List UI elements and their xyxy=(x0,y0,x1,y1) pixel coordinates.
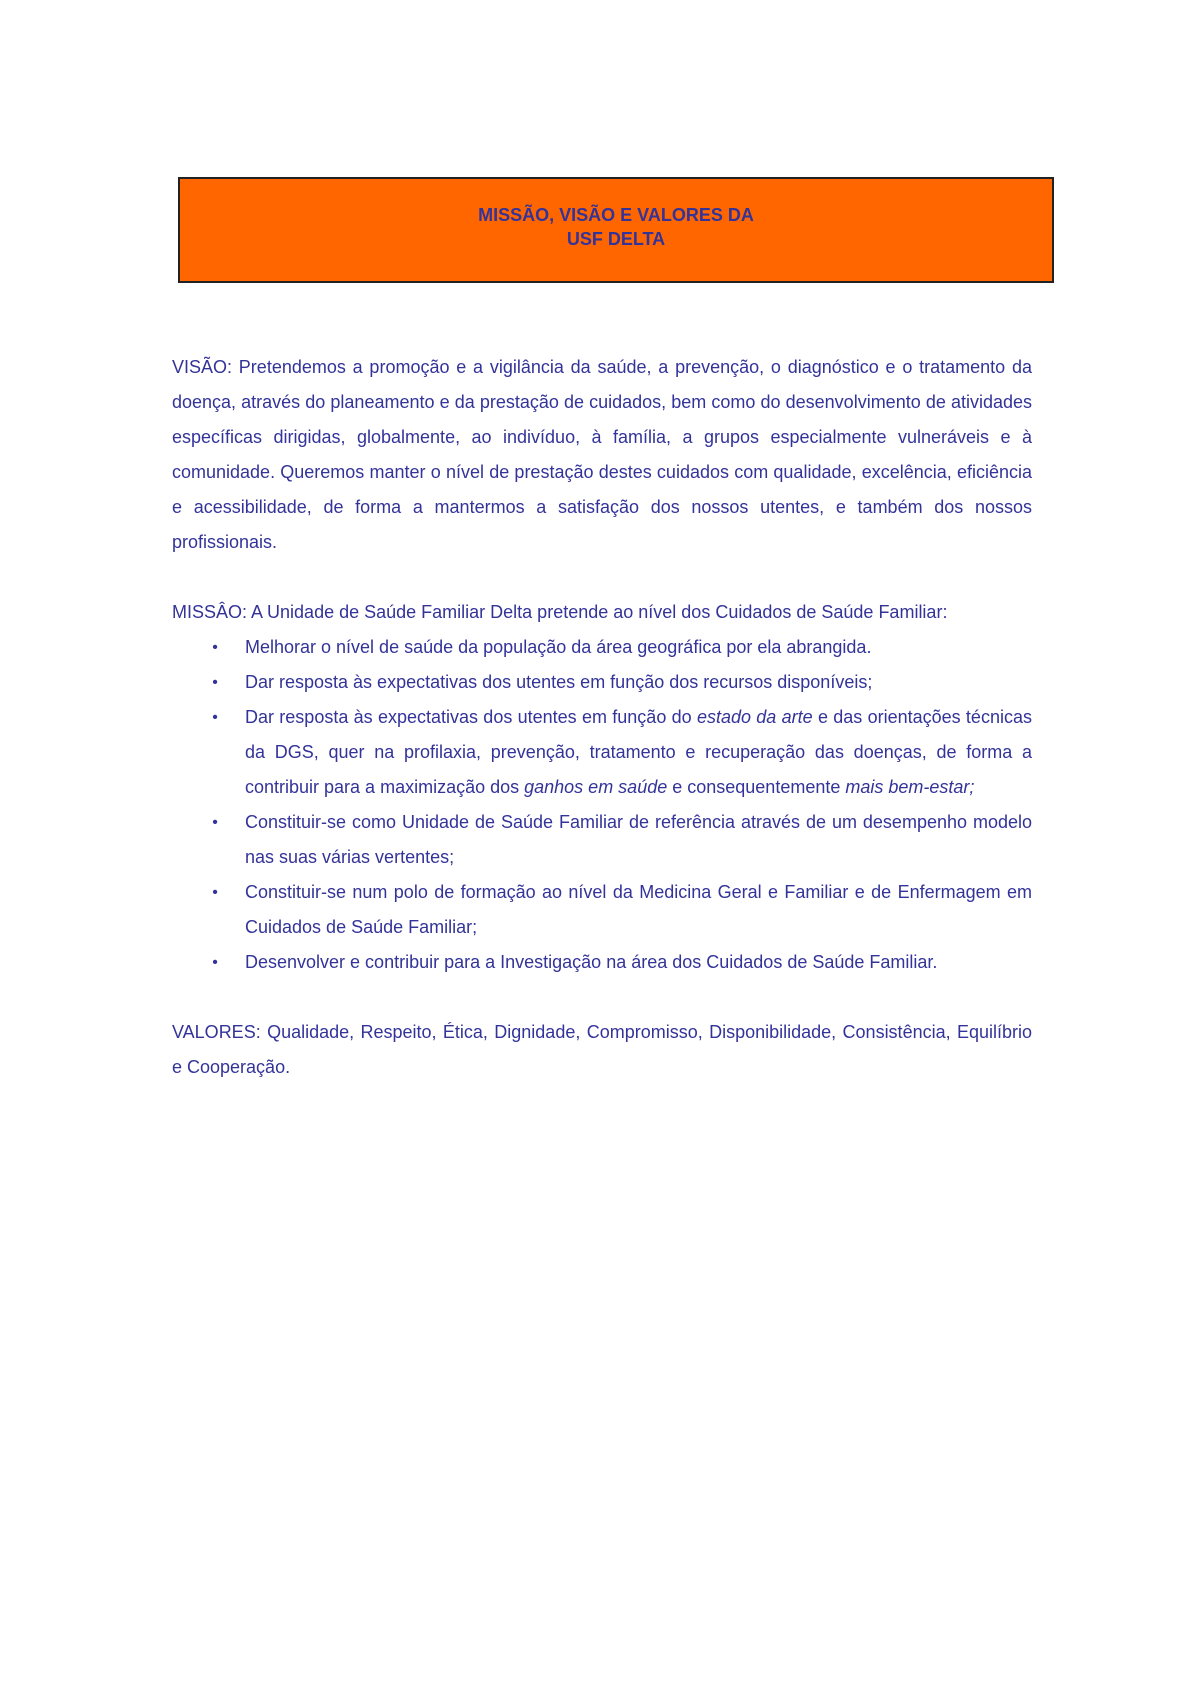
list-item-text: Melhorar o nível de saúde da população da área geográfica por ela abrangida. xyxy=(245,637,872,657)
list-item-text: Desenvolver e contribuir para a Investigação na área dos Cuidados de Saúde Familiar. xyxy=(245,952,938,972)
list-item xyxy=(172,875,1032,945)
title-line-1: MISSÃO, VISÃO E VALORES DA xyxy=(478,205,754,225)
list-item-text: Dar resposta às expectativas dos utentes em função dos recursos disponíveis; xyxy=(245,672,873,692)
bullet-icon: • xyxy=(212,814,218,831)
bullet-icon: • xyxy=(212,884,218,901)
paragraph-spacer xyxy=(172,560,1032,595)
list-item-text: Constituir-se num polo de formação ao nível da Medicina Geral e Familiar e de Enfermagem em Cuidados de Saúde Familiar; xyxy=(245,882,1032,937)
list-item xyxy=(172,665,1032,700)
list-item xyxy=(172,700,1032,805)
document-body xyxy=(172,350,1032,1085)
list-item xyxy=(172,945,1032,980)
visao-paragraph: VISÃO: Pretendemos a promoção e a vigilância da saúde, a prevenção, o diagnóstico e o tratamento da doença, através do planeamento e da prestação de cuidados, bem como do desenvolvimento de atividades específicas dirigidas, globalmente, ao indivíduo, à família, a grupos especialmente vulneráveis e à comunidade. Queremos manter o nível de prestação destes cuidados com qualidade, excelência, eficiência e acessibilidade, de forma a mantermos a satisfação dos nossos utentes, e também dos nossos profissionais. xyxy=(172,357,1032,552)
bullet-icon: • xyxy=(212,639,218,656)
bullet-icon: • xyxy=(212,709,218,726)
list-item-text: Constituir-se como Unidade de Saúde Familiar de referência através de um desempenho modelo nas suas várias vertentes; xyxy=(245,812,1032,867)
paragraph-spacer xyxy=(172,980,1032,1015)
title-box xyxy=(178,177,1054,283)
missao-list xyxy=(172,630,1032,980)
list-item-text-part: e das orientações técnicas da DGS, quer na profilaxia, prevenção, tratamento e recuperação das doenças, de forma a contribuir para a maximização dos xyxy=(245,707,1032,797)
list-item xyxy=(172,805,1032,875)
bullet-icon: • xyxy=(212,674,218,691)
list-item xyxy=(172,630,1032,665)
italic-term: ganhos em saúde xyxy=(524,777,668,797)
italic-term: mais bem-estar; xyxy=(845,777,975,797)
list-item-text-part: Dar resposta às expectativas dos utentes em função do xyxy=(245,707,697,727)
title-line-2: USF DELTA xyxy=(566,229,666,249)
missao-intro: MISSÂO: A Unidade de Saúde Familiar Delta pretende ao nível dos Cuidados de Saúde Familiar: xyxy=(172,602,948,622)
valores-paragraph: VALORES: Qualidade, Respeito, Ética, Dignidade, Compromisso, Disponibilidade, Consistência, Equilíbrio e Cooperação. xyxy=(172,1022,1032,1077)
italic-term: estado da arte xyxy=(696,707,813,727)
bullet-icon: • xyxy=(212,954,218,971)
list-item-text-part: e consequentemente xyxy=(667,777,846,797)
